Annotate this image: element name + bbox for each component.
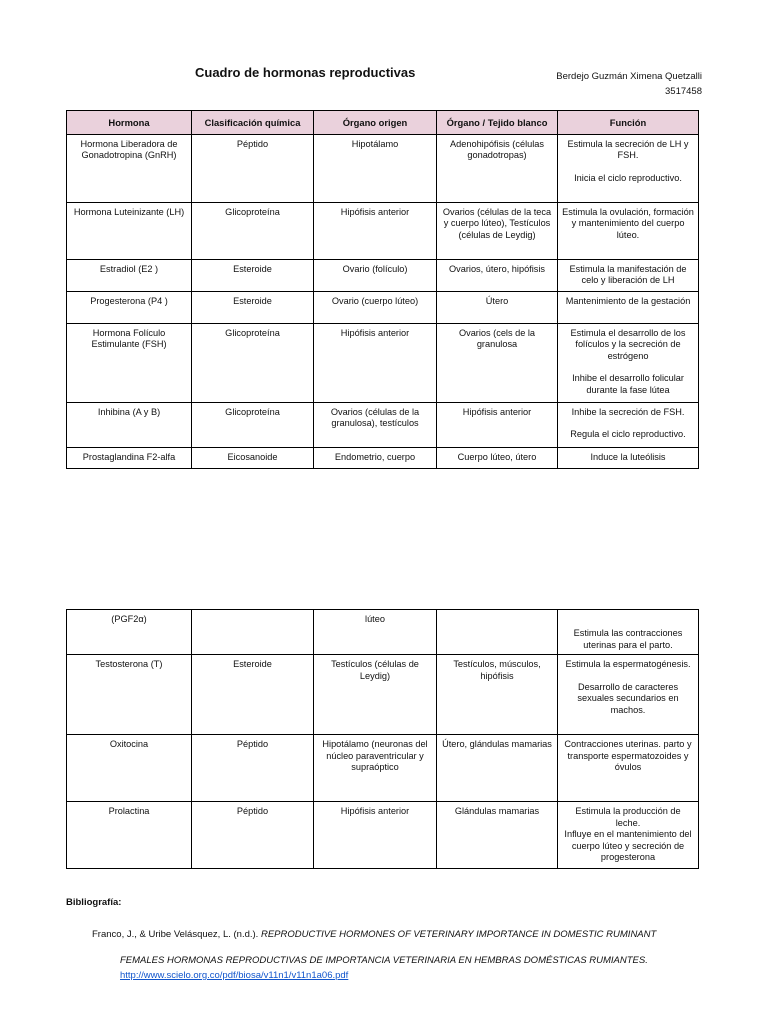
funcion-paragraph: Estimula el desarrollo de los folículos y la secreción de estrógeno <box>570 327 686 361</box>
table-row <box>67 655 699 735</box>
funcion-paragraph: Desarrollo de caracteres sexuales secundarios en machos. <box>577 681 679 715</box>
table-row <box>67 202 699 259</box>
cell-funcion <box>558 259 699 291</box>
table-row <box>67 402 699 447</box>
cell-blanco: Ovarios (cels de la granulosa <box>437 323 558 402</box>
cell-blanco: Adenohipófisis (células gonadotropas) <box>437 134 558 202</box>
cell-origen: Hipófisis anterior <box>314 202 437 259</box>
cell-hormona: (PGF2α) <box>67 610 192 655</box>
cell-clasificacion: Glicoproteína <box>192 202 314 259</box>
cell-funcion <box>558 402 699 447</box>
cell-funcion <box>558 134 699 202</box>
cell-origen: Ovarios (células de la granulosa), testículos <box>314 402 437 447</box>
cell-blanco: Glándulas mamarias <box>437 802 558 869</box>
author-name: Berdejo Guzmán Ximena Quetzalli <box>556 71 702 82</box>
funcion-paragraph: Estimula las contracciones uterinas para el parto. <box>573 628 683 650</box>
cell-origen: lúteo <box>314 610 437 655</box>
funcion-paragraph: Induce la luteólisis <box>590 451 666 462</box>
cell-clasificacion: Esteroide <box>192 259 314 291</box>
funcion-paragraph: Mantenimiento de la gestación <box>565 295 691 306</box>
cell-hormona: Hormona Luteinizante (LH) <box>67 202 192 259</box>
cell-origen: Hipotálamo <box>314 134 437 202</box>
cell-blanco: Hipófisis anterior <box>437 402 558 447</box>
bibliography-reference <box>92 922 692 974</box>
cell-origen: Ovario (folículo) <box>314 259 437 291</box>
header-clasificacion: Clasificación química <box>192 111 314 135</box>
funcion-paragraph: Estimula la producción de leche. Influye en el mantenimiento del cuerpo lúteo y secreción de progesterona <box>564 806 692 862</box>
cell-blanco: Útero, glándulas mamarias <box>437 735 558 802</box>
author-id: 3517458 <box>665 86 702 97</box>
hormones-table <box>66 110 699 469</box>
reference-link[interactable]: http://www.scielo.org.co/pdf/biosa/v11n1/v11n1a06.pdf <box>120 970 349 981</box>
cell-hormona: Estradiol (E2 ) <box>67 259 192 291</box>
funcion-paragraph: Estimula la ovulación, formación y mantenimiento del cuerpo lúteo. <box>562 206 694 240</box>
cell-origen: Hipotálamo (neuronas del núcleo paraventricular y supraóptico <box>314 735 437 802</box>
cell-blanco <box>437 610 558 655</box>
cell-funcion <box>558 447 699 468</box>
cell-blanco: Cuerpo lúteo, útero <box>437 447 558 468</box>
table-row <box>67 259 699 291</box>
funcion-paragraph: Inhibe el desarrollo folicular durante la fase lútea <box>572 373 684 395</box>
header-origen: Órgano origen <box>314 111 437 135</box>
cell-funcion <box>558 291 699 323</box>
table-row <box>67 447 699 468</box>
cell-clasificacion: Esteroide <box>192 291 314 323</box>
cell-hormona: Prostaglandina F2-alfa <box>67 447 192 468</box>
cell-clasificacion: Glicoproteína <box>192 323 314 402</box>
funcion-paragraph: Estimula la manifestación de celo y liberación de LH <box>569 263 687 285</box>
cell-funcion <box>558 655 699 735</box>
reference-authors: Franco, J., & Uribe Velásquez, L. (n.d.). <box>92 929 261 940</box>
cell-blanco: Ovarios (células de la teca y cuerpo lúteo), Testículos (células de Leydig) <box>437 202 558 259</box>
cell-hormona: Inhibina (A y B) <box>67 402 192 447</box>
reference-title-line2: FEMALES HORMONAS REPRODUCTIVAS DE IMPORTANCIA VETERINARIA EN HEMBRAS DOMÉSTICAS RUMIANTES. <box>120 955 648 966</box>
cell-hormona: Hormona Folículo Estimulante (FSH) <box>67 323 192 402</box>
document-title: Cuadro de hormonas reproductivas <box>195 65 416 80</box>
reference-title-line1: REPRODUCTIVE HORMONES OF VETERINARY IMPORTANCE IN DOMESTIC RUMINANT <box>260 929 657 940</box>
cell-hormona: Progesterona (P4 ) <box>67 291 192 323</box>
author-block <box>556 69 702 99</box>
cell-clasificacion: Péptido <box>192 134 314 202</box>
cell-clasificacion: Péptido <box>192 735 314 802</box>
bibliography-heading: Bibliografía: <box>66 897 122 908</box>
cell-hormona: Prolactina <box>67 802 192 869</box>
funcion-paragraph: Estimula la espermatogénesis. <box>565 659 691 669</box>
cell-clasificacion <box>192 610 314 655</box>
cell-blanco: Ovarios, útero, hipófisis <box>437 259 558 291</box>
funcion-paragraph: Inhibe la secreción de FSH. <box>571 406 685 417</box>
funcion-paragraph: Contracciones uterinas. parto y transporte espermatozoides y óvulos <box>564 739 692 772</box>
header-hormona: Hormona <box>67 111 192 135</box>
table-row <box>67 134 699 202</box>
table-row <box>67 735 699 802</box>
cell-origen: Hipófisis anterior <box>314 323 437 402</box>
table-row <box>67 802 699 869</box>
funcion-paragraph: Estimula la secreción de LH y FSH. <box>567 138 689 160</box>
table-row <box>67 610 699 655</box>
cell-funcion <box>558 202 699 259</box>
cell-origen: Endometrio, cuerpo <box>314 447 437 468</box>
table-row <box>67 291 699 323</box>
cell-clasificacion: Esteroide <box>192 655 314 735</box>
cell-origen: Hipófisis anterior <box>314 802 437 869</box>
cell-clasificacion: Péptido <box>192 802 314 869</box>
cell-hormona: Hormona Liberadora de Gonadotropina (GnRH) <box>67 134 192 202</box>
cell-blanco: Testículos, músculos, hipófisis <box>437 655 558 735</box>
cell-hormona: Testosterona (T) <box>67 655 192 735</box>
hormones-table-continued <box>66 609 699 869</box>
cell-clasificacion: Glicoproteína <box>192 402 314 447</box>
funcion-paragraph: Regula el ciclo reproductivo. <box>570 429 686 439</box>
header-funcion: Función <box>558 111 699 135</box>
cell-hormona: Oxitocina <box>67 735 192 802</box>
cell-blanco: Útero <box>437 291 558 323</box>
cell-funcion <box>558 323 699 402</box>
funcion-paragraph: Inicia el ciclo reproductivo. <box>574 172 682 183</box>
cell-origen: Ovario (cuerpo lúteo) <box>314 291 437 323</box>
cell-funcion <box>558 610 699 655</box>
table-header-row <box>67 111 699 135</box>
cell-funcion <box>558 735 699 802</box>
header-blanco: Órgano / Tejido blanco <box>437 111 558 135</box>
table-row <box>67 323 699 402</box>
cell-origen: Testículos (células de Leydig) <box>314 655 437 735</box>
cell-funcion <box>558 802 699 869</box>
cell-clasificacion: Eicosanoide <box>192 447 314 468</box>
